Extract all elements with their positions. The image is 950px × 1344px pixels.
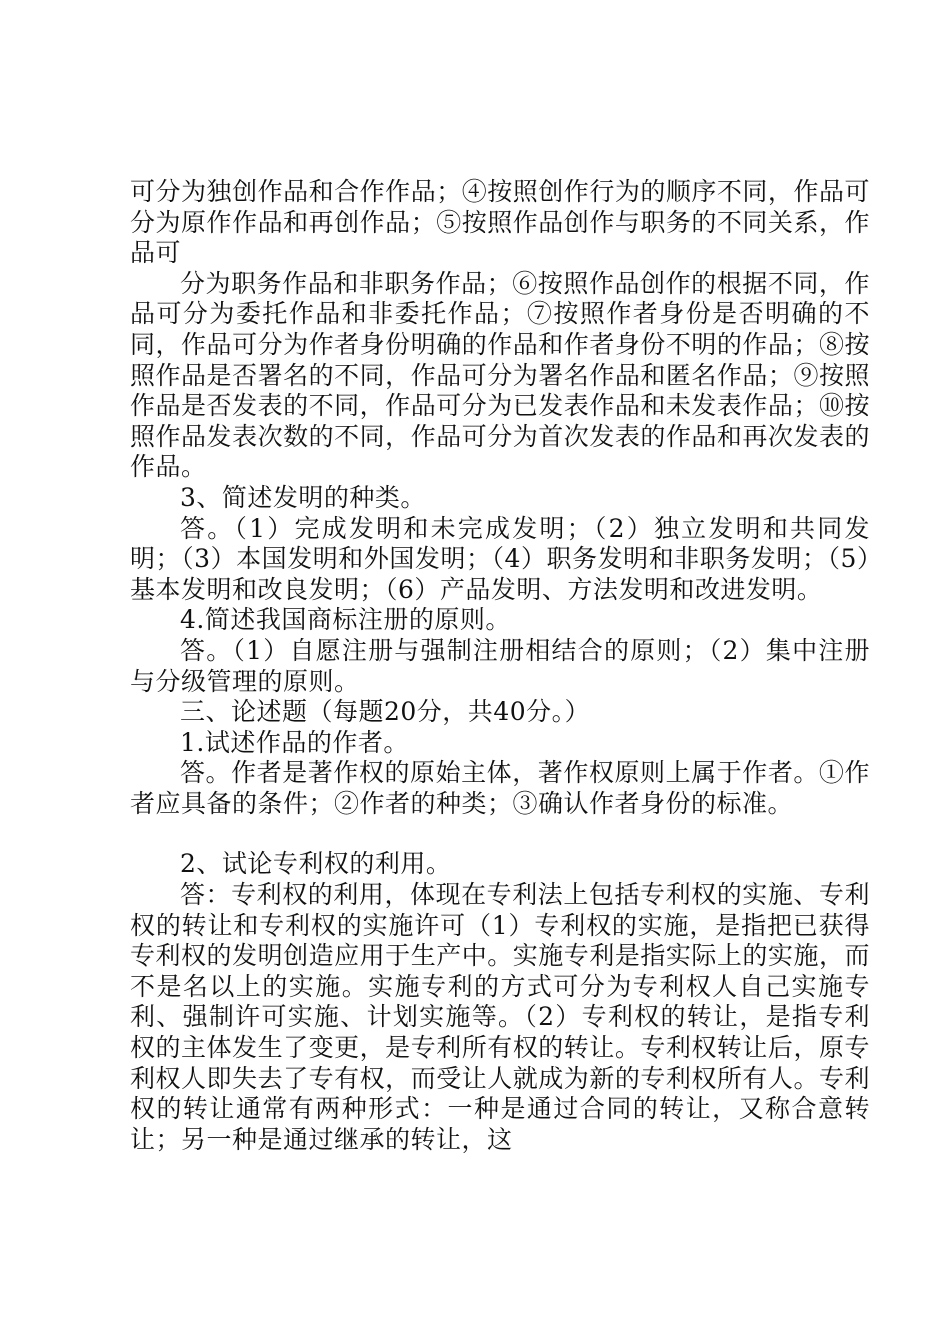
answer-work-author: 答。作者是著作权的原始主体，著作权原则上属于作者。①作者应具备的条件；②作者的种类；③确认作者身份的标准。 [130,758,870,818]
answer-invention-types: 答。（1）完成发明和未完成发明；（2）独立发明和共同发明；（3）本国发明和外国发明；（4）职务发明和非职务发明；（5）基本发明和改良发明；（6）产品发明、方法发明和改进发明。 [130,513,870,604]
blank-line [130,819,870,849]
answer-patent-use: 答：专利权的利用，体现在专利法上包括专利权的实施、专利权的转让和专利权的实施许可（1）专利权的实施，是指把已获得专利权的发明创造应用于生产中。实施专利是指实际上的实施，而不是名以上的实施。实施专利的方式可分为专利权人自己实施专利、强制许可实施、计划实施等。（2）专利权的转让，是指专利权的主体发生了变更，是专利所有权的转让。专利权转让后，原专利权人即失去了专有权，而受让人就成为新的专利权所有人。专利权的转让通常有两种形式：一种是通过合同的转让，又称合意转让；另一种是通过继承的转让，这 [130,880,870,1154]
question-patent-use: 2、试论专利权的利用。 [180,849,452,879]
answer-trademark-principles: 答。（1）自愿注册与强制注册相结合的原则；（2）集中注册与分级管理的原则。 [130,635,870,696]
section-heading-essay: 三、论述题（每题20分，共40分。） [180,697,591,727]
question-trademark-principles: 4.简述我国商标注册的原则。 [180,605,511,635]
document-body [130,177,870,1155]
question-work-author: 1.试述作品的作者。 [180,727,409,757]
question-invention-types: 3、简述发明的种类。 [180,482,426,512]
paragraph-work-types-continued: 可分为独创作品和合作作品；④按照创作行为的顺序不同，作品可分为原作作品和再创作品；⑤按照作品创作与职务的不同关系，作品可 [130,177,870,268]
paragraph-work-types-list: 分为职务作品和非职务作品；⑥按照作品创作的根据不同，作品可分为委托作品和非委托作品；⑦按照作者身份是否明确的不同，作品可分为作者身份明确的作品和作者身份不明的作品；⑧按照作品是否署名的不同，作品可分为署名作品和匿名作品；⑨按照作品是否发表的不同，作品可分为已发表作品和未发表作品；⑩按照作品发表次数的不同，作品可分为首次发表的作品和再次发表的作品。 [130,268,870,482]
